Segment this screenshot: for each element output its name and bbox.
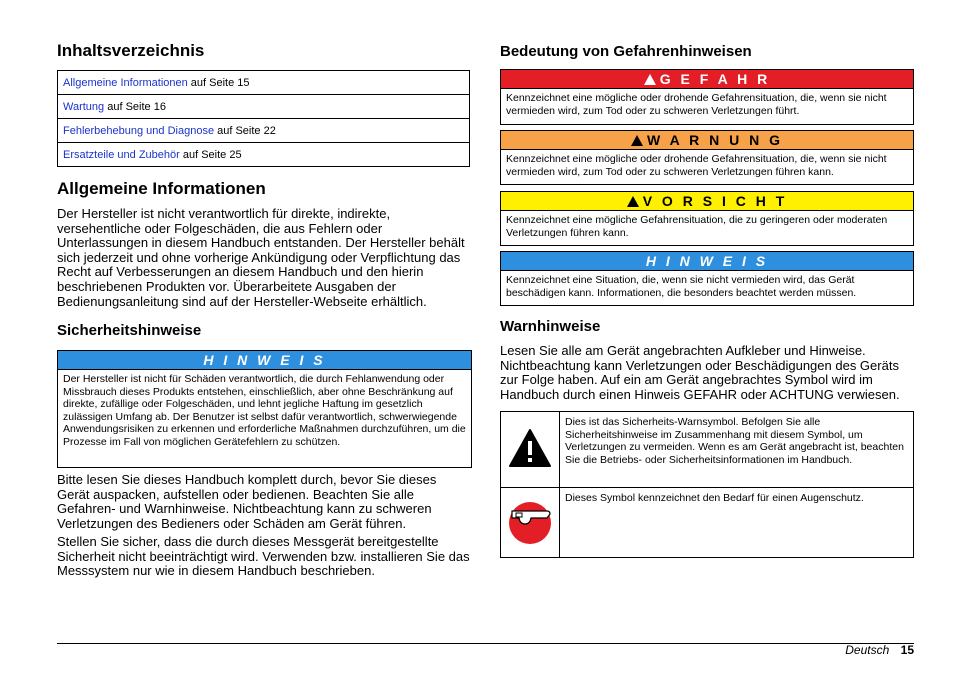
table-row [501, 412, 914, 488]
notice-box-right [500, 251, 914, 306]
toc-page: auf Seite 22 [214, 124, 276, 137]
page-footer [845, 643, 914, 657]
toc-link[interactable]: Ersatzteile und Zubehör [63, 148, 180, 161]
notice-label: H I N W E I S [58, 351, 471, 370]
danger-text: Kennzeichnet eine mögliche oder drohende Gefahrensituation, die, wenn sie nicht vermieden wird, zum Tod oder zu schweren Verletzungen führt. [506, 92, 887, 117]
read-manual-text: Bitte lesen Sie dieses Handbuch komplett durch, bevor Sie dieses Gerät auspacken, aufstellen oder bedienen. Beachten Sie alle Gefahren- und Warnhinweise. Nichtbeachtung kann zu schweren Verletzungen des Bedieners oder Schäden am Gerät führen. [57, 472, 437, 531]
warning-text: Kennzeichnet eine mögliche oder drohende Gefahrensituation, die, wenn sie nicht vermieden wird, zum Tod oder zu schweren Verletzungen führen kann. [506, 153, 887, 178]
toc-title: Inhaltsverzeichnis [57, 41, 205, 60]
caution-text: Kennzeichnet eine mögliche Gefahrensituation, die zu geringeren oder moderaten Verletzungen führen kann. [506, 214, 888, 239]
symbol-table [500, 411, 914, 558]
toc-link[interactable]: Fehlerbehebung und Diagnose [63, 124, 215, 137]
general-title: Allgemeine Informationen [57, 179, 266, 198]
eye-protection-icon [507, 496, 553, 546]
warning-triangle-icon [508, 428, 552, 468]
toc-row [58, 71, 470, 95]
caution-label: V O R S I C H T [642, 193, 788, 209]
safety-title: Sicherheitshinweise [57, 322, 202, 339]
warning-bar [501, 131, 913, 150]
danger-box [500, 69, 914, 125]
page-number: 15 [900, 643, 914, 657]
general-text: Der Hersteller ist nicht verantwortlich für direkte, indirekte, versehentliche oder Folgeschäden, die aus Fehlern oder Unterlassungen in diesem Handbuch entstanden. Der Hersteller behält sich jederzeit und ohne vorherige Ankündigung oder Verpflichtung das Recht auf Verbesserungen an diesem Handbuch und den hierin beschriebenen Produkten vor. Überarbeitete Ausgaben der Bedienungsanleitung sind auf der Hersteller-Webseite erhältlich. [57, 206, 465, 309]
symbol-text: Dies ist das Sicherheits-Warnsymbol. Befolgen Sie alle Sicherheitshinweise im Zusammenhang mit diesem Symbol, um Verletzungen zu vermeiden. Wenn es am Gerät angebracht ist, beachten Sie die Betriebs- oder Sicherheitsinformationen im Handbuch. [560, 412, 914, 488]
notice-label: H I N W E I S [501, 252, 913, 271]
toc-row [58, 143, 470, 167]
warning-triangle-icon [644, 74, 656, 85]
footer-language: Deutsch [845, 643, 890, 657]
toc-page: auf Seite 15 [187, 76, 250, 89]
footer-divider [57, 643, 914, 644]
symbol-text: Dieses Symbol kennzeichnet den Bedarf für einen Augenschutz. [560, 488, 914, 558]
danger-label: G E F A H R [659, 71, 771, 87]
toc-row [58, 95, 470, 119]
warning-triangle-icon [631, 135, 643, 146]
hazard-title: Bedeutung von Gefahrenhinweisen [500, 43, 752, 60]
toc-table [57, 70, 470, 167]
table-row [501, 488, 914, 558]
toc-link[interactable]: Wartung [63, 100, 105, 113]
toc-page: auf Seite 16 [104, 100, 166, 113]
warning-triangle-icon [627, 196, 639, 207]
danger-bar [501, 70, 913, 89]
symbol-cell [501, 412, 560, 488]
warning-box [500, 130, 914, 185]
caution-bar [501, 192, 913, 211]
notice-text: Der Hersteller ist nicht für Schäden verantwortlich, die durch Fehlanwendung oder Missbrauch dieses Produkts entstehen, einschließlich, aber ohne Beschränkung auf direkte, zufällige oder Folgeschäden, und lehnt jegliche Haftung im gesetzlich zulässigen Umfang ab. Der Benutzer ist selbst dafür verantwortlich, schwerwiegende Anwendungsrisiken zu erkennen und erforderliche Maßnahmen durchzuführen, um die Prozesse im Fall von möglichen Gerätefehlern zu schützen. [63, 373, 466, 448]
toc-row [58, 119, 470, 143]
notice-box [57, 350, 472, 468]
warning-label: W A R N U N G [647, 132, 783, 148]
toc-page: auf Seite 25 [179, 148, 242, 161]
symbol-cell [501, 488, 560, 558]
notice-text: Kennzeichnet eine Situation, die, wenn sie nicht vermieden wird, das Gerät beschädigen kann. Informationen, die besonders beachtet werden müssen. [506, 274, 857, 299]
caution-box [500, 191, 914, 246]
install-text: Stellen Sie sicher, dass die durch dieses Messgerät bereitgestellte Sicherheit nicht beeinträchtigt wird. Verwenden bzw. installieren Sie das Messsystem nur wie in diesem Handbuch beschrieben. [57, 534, 470, 579]
labels-text: Lesen Sie alle am Gerät angebrachten Aufkleber und Hinweise. Nichtbeachtung kann Verletzungen oder Beschädigungen des Geräts zur Folge haben. Auf ein am Gerät angebrachtes Symbol wird im Handbuch durch einen Hinweis GEFAHR oder ACHTUNG verwiesen. [500, 343, 900, 402]
labels-title: Warnhinweise [500, 318, 601, 335]
toc-link[interactable]: Allgemeine Informationen [63, 76, 188, 89]
